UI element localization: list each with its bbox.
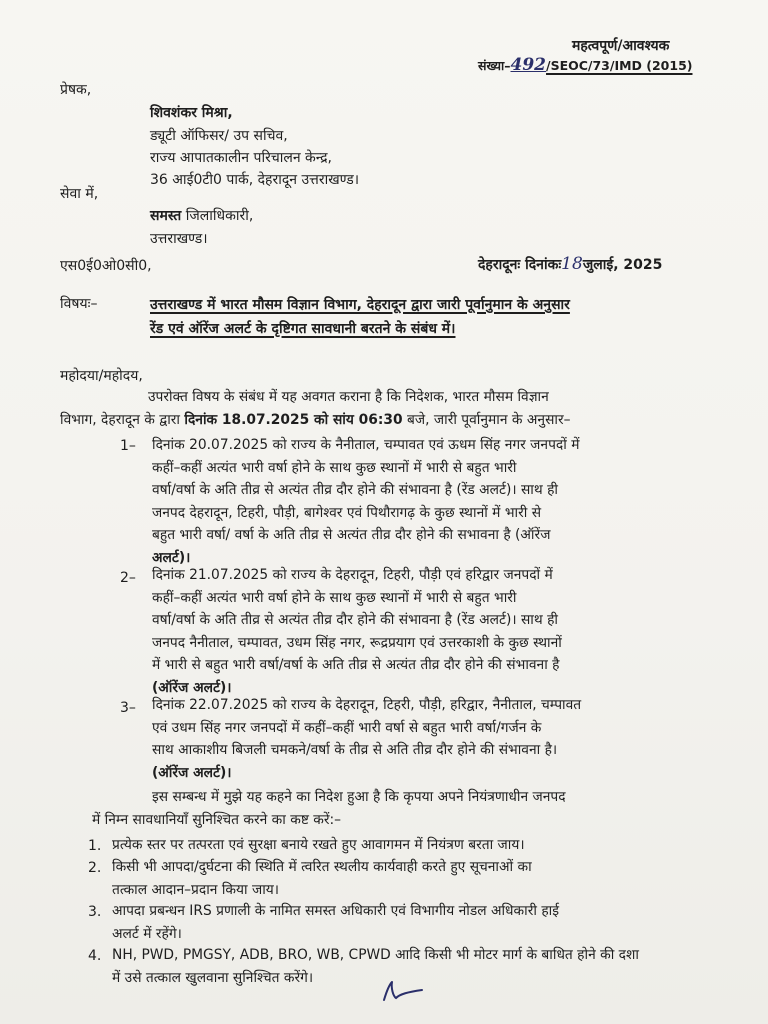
precaution-item — [112, 856, 532, 901]
recipient-label: सेवा में, — [60, 186, 99, 202]
forecast-line: एवं उधम सिंह नगर जनपदों में कहीं–कहीं भारी वर्षा से बहुत भारी वर्षा/गर्जन के — [152, 719, 542, 736]
recipient-name-bold: समस्त — [150, 208, 182, 224]
signature-mark — [380, 978, 430, 1006]
priority-label: महत्वपूर्ण/आवश्यक — [572, 38, 670, 54]
sender-label: प्रेषक, — [60, 82, 92, 98]
intro-paragraph — [60, 386, 571, 431]
forecast-item — [152, 694, 581, 784]
precaution-line: आपदा प्रबन्धन IRS प्रणाली के नामित समस्त अधिकारी एवं विभागीय नोडल अधिकारी हाई — [112, 903, 559, 919]
forecast-number: 3– — [120, 700, 136, 716]
precaution-line: प्रत्येक स्तर पर तत्परता एवं सुरक्षा बनाये रखते हुए आवागमन में नियंत्रण बरता जाय। — [112, 837, 525, 853]
ref-handwritten-number: 492 — [510, 55, 547, 75]
forecast-line: अलर्ट)। — [152, 549, 191, 566]
salutation: महोदया/महोदय, — [60, 368, 143, 384]
precaution-number: 1. — [88, 838, 102, 854]
precaution-line: अलर्ट में रहेंगे। — [112, 925, 182, 942]
ref-suffix: /SEOC/73/IMD (2015) — [546, 58, 693, 73]
forecast-line: कहीं–कहीं अत्यंत भारी वर्षा होने के साथ कुछ स्थानों में भारी से बहुत भारी — [152, 589, 517, 606]
intro-text: विभाग, देहरादून के द्वारा — [60, 411, 185, 428]
forecast-number: 2– — [120, 570, 136, 586]
precaution-item — [112, 944, 639, 989]
forecast-line: वर्षा/वर्षा के अति तीव्र से अत्यंत तीव्र दौर होने की संभावना है (रेंड अलर्ट)। साथ ही — [152, 612, 558, 628]
forecast-item — [152, 434, 579, 569]
precaution-line: NH, PWD, PMGSY, ADB, BRO, WB, CPWD आदि किसी भी मोटर मार्ग के बाधित होने की दशा — [112, 947, 639, 963]
forecast-line: जनपद देहरादून, टिहरी, पौड़ी, बागेश्वर एवं पिथौरागढ़ के कुछ स्थानों में भारी से — [152, 504, 542, 521]
precaution-line: में उसे तत्काल खुलवाना सुनिश्चित करेंगे। — [112, 969, 314, 986]
sender-line: 36 आई0टी0 पार्क, देहरादून उत्तराखण्ड। — [150, 172, 360, 188]
reference-number — [478, 54, 692, 77]
precaution-line: किसी भी आपदा/दुर्घटना की स्थिति में त्वरित स्थलीय कार्यवाही करते हुए सूचनाओं का — [112, 859, 532, 875]
subject-line: रेंड एवं ऑरेंज अलर्ट के दृष्टिगत सावधानी बरतने के संबंध में। — [150, 321, 456, 337]
date-prefix: देहरादूनः दिनांकः — [478, 257, 562, 273]
forecast-line: जनपद नैनीताल, चम्पावत, उधम सिंह नगर, रूद्रप्रयाग एवं उत्तरकाशी के कुछ स्थानों — [152, 634, 562, 651]
date-line — [478, 254, 662, 275]
forecast-line: में भारी से बहुत भारी वर्षा/वर्षा के अति तीव्र से अत्यंत तीव्र दौर होने की संभावना है — [152, 657, 560, 673]
subject-line: उत्तराखण्ड में भारत मौसम विज्ञान विभाग, देहरादून द्वारा जारी पूर्वानुमान के अनुसार — [150, 297, 570, 313]
forecast-line: दिनांक 21.07.2025 को राज्य के देहरादून, टिहरी, पौड़ी एवं हरिद्वार जनपदों में — [152, 567, 553, 583]
sender-line: राज्य आपातकालीन परिचालन केन्द्र, — [150, 150, 333, 166]
recipient-line: उत्तराखण्ड। — [150, 231, 208, 247]
date-handwritten-day: 18 — [561, 254, 583, 274]
sender-line: ड्यूटी ऑफिसर/ उप सचिव, — [150, 128, 288, 144]
office-code: एस0ई0ओ0सी0, — [60, 258, 152, 274]
directive-line: में निम्न सावधानियाँ सुनिश्चित करने का कष्ट करें:– — [92, 811, 342, 828]
forecast-line: साथ आकाशीय बिजली चमकने/वर्षा के तीव्र से अति तीव्र दौर होने की संभावना है। — [152, 742, 558, 758]
forecast-line: (ऑरेंज अलर्ट)। — [152, 764, 232, 781]
intro-date-time: दिनांक 18.07.2025 को सांय 06:30 — [184, 411, 403, 428]
recipient-name — [150, 206, 253, 226]
intro-line — [60, 409, 571, 432]
forecast-line: दिनांक 22.07.2025 को राज्य के देहरादून, टिहरी, पौड़ी, हरिद्वार, नैनीताल, चम्पावत — [152, 697, 582, 713]
forecast-line: (ऑरेंज अलर्ट)। — [152, 679, 232, 696]
intro-line: उपरोक्त विषय के संबंध में यह अवगत कराना है कि निदेशक, भारत मौसम विज्ञान — [148, 389, 549, 405]
forecast-item — [152, 564, 562, 699]
precaution-item — [112, 834, 525, 857]
forecast-line: बहुत भारी वर्षा/ वर्षा के अति तीव्र से अत्यंत तीव्र दौर होने की सभावना है (ऑरेंज — [152, 527, 551, 543]
sender-name: शिवशंकर मिश्रा, — [150, 105, 233, 121]
date-rest: जुलाई, 2025 — [582, 257, 663, 273]
precaution-line: तत्काल आदान–प्रदान किया जाय। — [112, 881, 280, 898]
precaution-number: 4. — [88, 948, 102, 964]
precaution-number: 2. — [88, 860, 102, 876]
directive-paragraph — [92, 786, 566, 831]
forecast-line: दिनांक 20.07.2025 को राज्य के नैनीताल, चम्पावत एवं ऊधम सिंह नगर जनपदों में — [152, 437, 580, 453]
precaution-number: 3. — [88, 904, 102, 920]
precaution-item — [112, 900, 559, 945]
forecast-line: वर्षा/वर्षा के अति तीव्र से अत्यंत तीव्र दौर होने की संभावना है (रेंड अलर्ट)। साथ ही — [152, 482, 558, 498]
subject-label: विषयः– — [60, 296, 98, 312]
ref-prefix: संख्या– — [478, 58, 511, 73]
intro-text: बजे, जारी पूर्वानुमान के अनुसार– — [402, 411, 571, 428]
forecast-number: 1– — [120, 438, 136, 454]
forecast-line: कहीं–कहीं अत्यंत भारी वर्षा होने के साथ कुछ स्थानों में भारी से बहुत भारी — [152, 459, 517, 476]
directive-line: इस सम्बन्ध में मुझे यह कहने का निदेश हुआ है कि कृपया अपने नियंत्रणाधीन जनपद — [152, 789, 566, 805]
recipient-name-rest: जिलाधिकारी, — [181, 208, 254, 224]
